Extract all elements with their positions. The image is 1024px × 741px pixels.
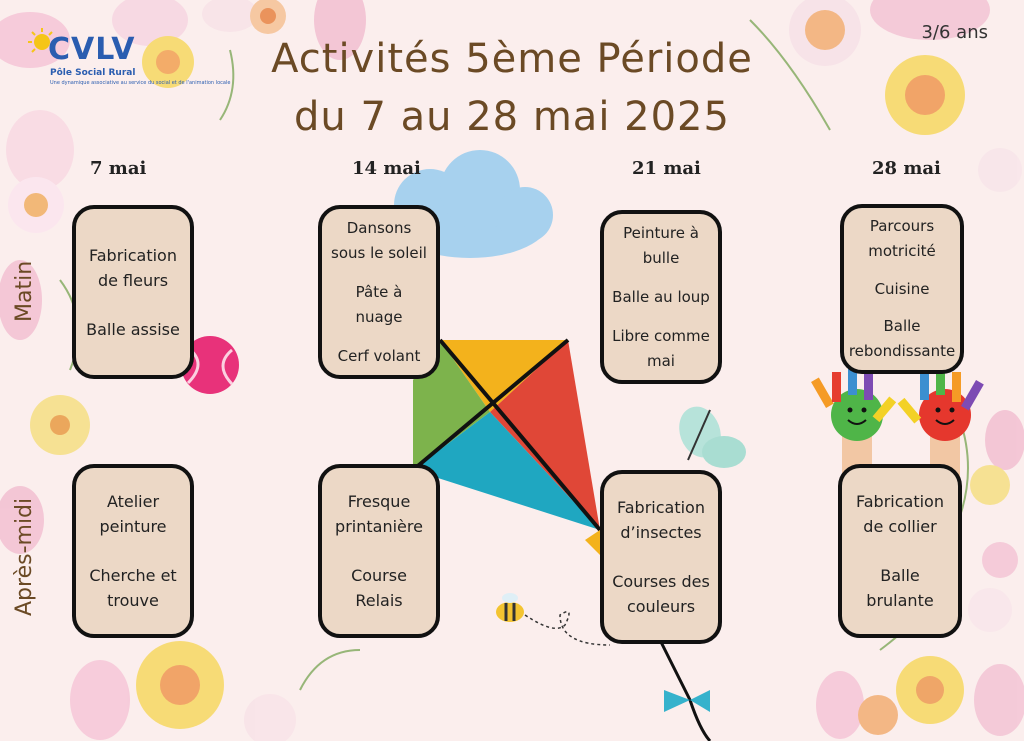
age-label: 3/6 ans [921,22,988,43]
page-subtitle: du 7 au 28 mai 2025 [294,94,730,140]
activity: Dansons sous le soleil [331,218,427,262]
logo-name: CVLV [48,32,136,67]
date-header-3: 21 mai [632,158,701,179]
activity: Cerf volant [337,346,421,365]
activity: Peinture à bulle [623,223,699,267]
activity: Cherche et trouve [89,566,177,610]
activity: Pâte à nuage [355,282,403,326]
page-title: Activités 5ème Période [271,36,753,82]
morning-card-28-mai [840,204,964,374]
morning-card-21-mai [600,210,722,384]
bee-icon [496,593,610,645]
morning-label: Matin [12,260,37,322]
activity: Fabrication de fleurs [89,245,177,290]
activity: Parcours motricité [868,217,936,260]
morning-card-14-mai [318,205,440,379]
activity: Libre comme mai [612,326,710,370]
activity: Fabrication de collier [856,492,944,536]
activity: Atelier peinture [99,492,167,536]
logo-tagline: Une dynamique associative au service du social et de l'animation locale [50,80,231,86]
activity: Fabrication d’insectes [617,498,705,542]
activity: Balle assise [86,319,180,339]
afternoon-card-21-mai [600,470,722,644]
afternoon-card-7-mai [72,464,194,638]
activity: Balle brulante [866,566,934,610]
afternoon-card-14-mai [318,464,440,638]
date-header-2: 14 mai [352,158,421,179]
activity: Balle rebondissante [848,317,956,360]
date-header-4: 28 mai [872,158,941,179]
morning-card-7-mai [72,205,194,379]
logo-subtitle: Pôle Social Rural [50,68,136,78]
afternoon-card-28-mai [838,464,962,638]
afternoon-label: Après-midi [12,497,37,616]
butterfly-icon [672,401,746,468]
activity: Balle au loup [612,287,710,306]
activity: Cuisine [874,279,930,298]
activity: Courses des couleurs [612,572,710,616]
activity: Fresque printanière [335,492,423,536]
activity: Course Relais [351,566,407,610]
date-header-1: 7 mai [90,158,147,179]
